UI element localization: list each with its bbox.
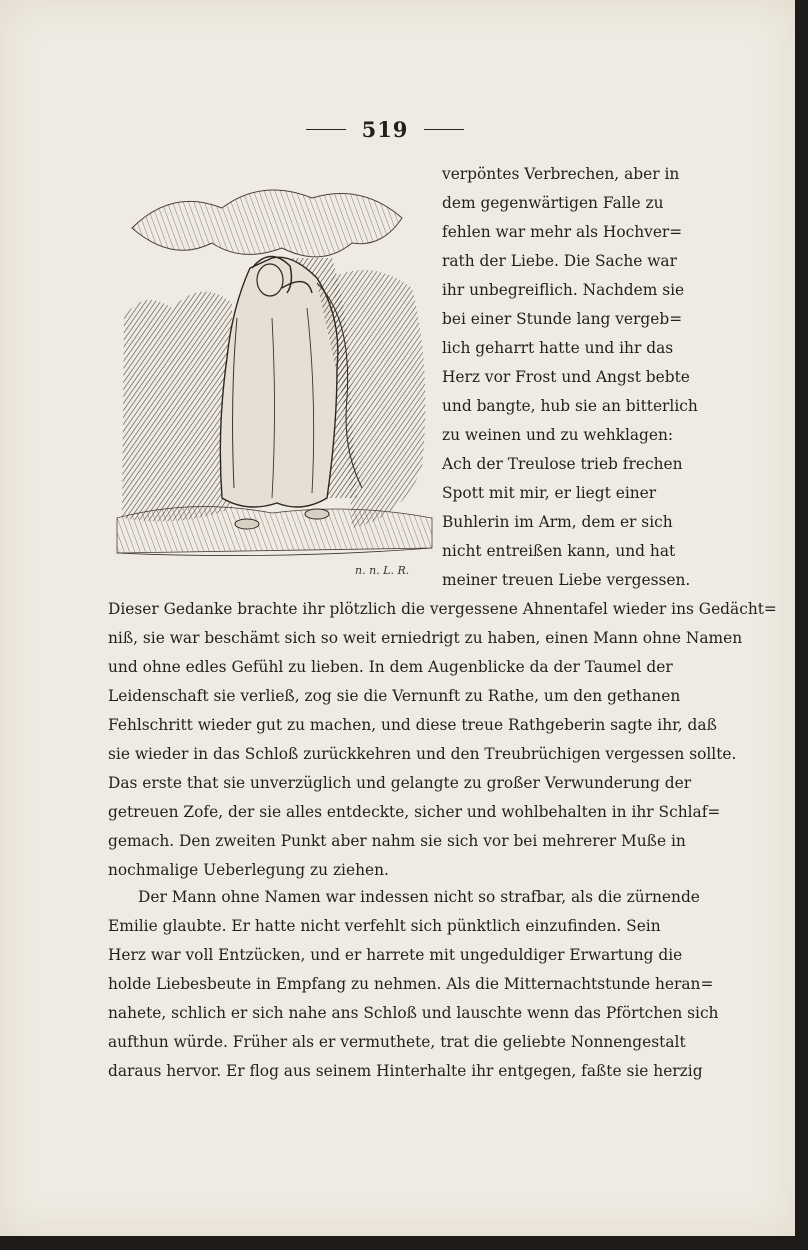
side-line: und bangte, hub sie an bitterlich xyxy=(442,397,698,415)
illustration-signature: n. n. L. R. xyxy=(355,564,410,577)
paragraph-line: Der Mann ohne Namen war indessen nicht so strafbar, als die zürnende xyxy=(138,888,700,906)
paragraph-line: daraus hervor. Er flog aus seinem Hinterhalte ihr entgegen, faßte sie herzig xyxy=(108,1062,703,1080)
paragraph-line: holde Liebesbeute in Empfang zu nehmen. Als die Mitternachtstunde heran= xyxy=(108,975,714,993)
side-line: fehlen war mehr als Hochver= xyxy=(442,223,683,241)
side-line: lich geharrt hatte und ihr das xyxy=(442,339,674,357)
paragraph-line: aufthun würde. Früher als er vermuthete, trat die geliebte Nonnengestalt xyxy=(108,1033,686,1051)
paragraph-line: getreuen Zofe, der sie alles entdeckte, sicher und wohlbehalten in ihr Schlaf= xyxy=(108,803,721,821)
paragraph-line: nochmalige Ueberlegung zu ziehen. xyxy=(108,861,389,879)
side-line: ihr unbegreiflich. Nachdem sie xyxy=(442,281,685,299)
side-line: verpöntes Verbrechen, aber in xyxy=(442,165,680,183)
side-line: Ach der Treulose trieb frechen xyxy=(442,455,683,473)
header-rule-left xyxy=(306,129,346,130)
side-line: bei einer Stunde lang vergeb= xyxy=(442,310,683,328)
engraving-woman-in-storm xyxy=(112,168,434,588)
paragraph-line: gemach. Den zweiten Punkt aber nahm sie sich vor bei mehrerer Muße in xyxy=(108,832,686,850)
side-line: Spott mit mir, er liegt einer xyxy=(442,484,657,502)
side-line: zu weinen und zu wehklagen: xyxy=(442,426,674,444)
header-rule-right xyxy=(424,129,464,130)
scan-edge-bottom xyxy=(0,1236,808,1250)
side-line: Buhlerin im Arm, dem er sich xyxy=(442,513,673,531)
paragraph-line: nahete, schlich er sich nahe ans Schloß und lauschte wenn das Pförtchen sich xyxy=(108,1004,719,1022)
side-line: rath der Liebe. Die Sache war xyxy=(442,252,677,270)
paragraph-line: Emilie glaubte. Er hatte nicht verfehlt sich pünktlich einzufinden. Sein xyxy=(108,917,661,935)
engraving-illustration xyxy=(112,168,434,588)
paragraph-line: sie wieder in das Schloß zurückkehren und den Treubrüchigen vergessen sollte. xyxy=(108,745,737,763)
paragraph-line: und ohne edles Gefühl zu lieben. In dem Augenblicke da der Taumel der xyxy=(108,658,673,676)
side-line: dem gegenwärtigen Falle zu xyxy=(442,194,664,212)
paragraph-line: Das erste that sie unverzüglich und gelangte zu großer Verwunderung der xyxy=(108,774,692,792)
scan-edge-right xyxy=(795,0,808,1250)
page-number: 519 xyxy=(361,116,409,142)
paragraph-line: Leidenschaft sie verließ, zog sie die Vernunft zu Rathe, um den gethanen xyxy=(108,687,681,705)
paragraph-line: Fehlschritt wieder gut zu machen, und diese treue Rathgeberin sagte ihr, daß xyxy=(108,716,717,734)
paragraph-line: Dieser Gedanke brachte ihr plötzlich die vergessene Ahnentafel wieder ins Gedächt= xyxy=(108,600,777,618)
side-line: meiner treuen Liebe vergessen. xyxy=(442,571,691,589)
page-header xyxy=(300,114,470,144)
paragraph-line: niß, sie war beschämt sich so weit erniedrigt zu haben, einen Mann ohne Namen xyxy=(108,629,743,647)
side-line: nicht entreißen kann, und hat xyxy=(442,542,676,560)
paragraph-line: Herz war voll Entzücken, und er harrete mit ungeduldiger Erwartung die xyxy=(108,946,683,964)
side-line: Herz vor Frost und Angst bebte xyxy=(442,368,690,386)
